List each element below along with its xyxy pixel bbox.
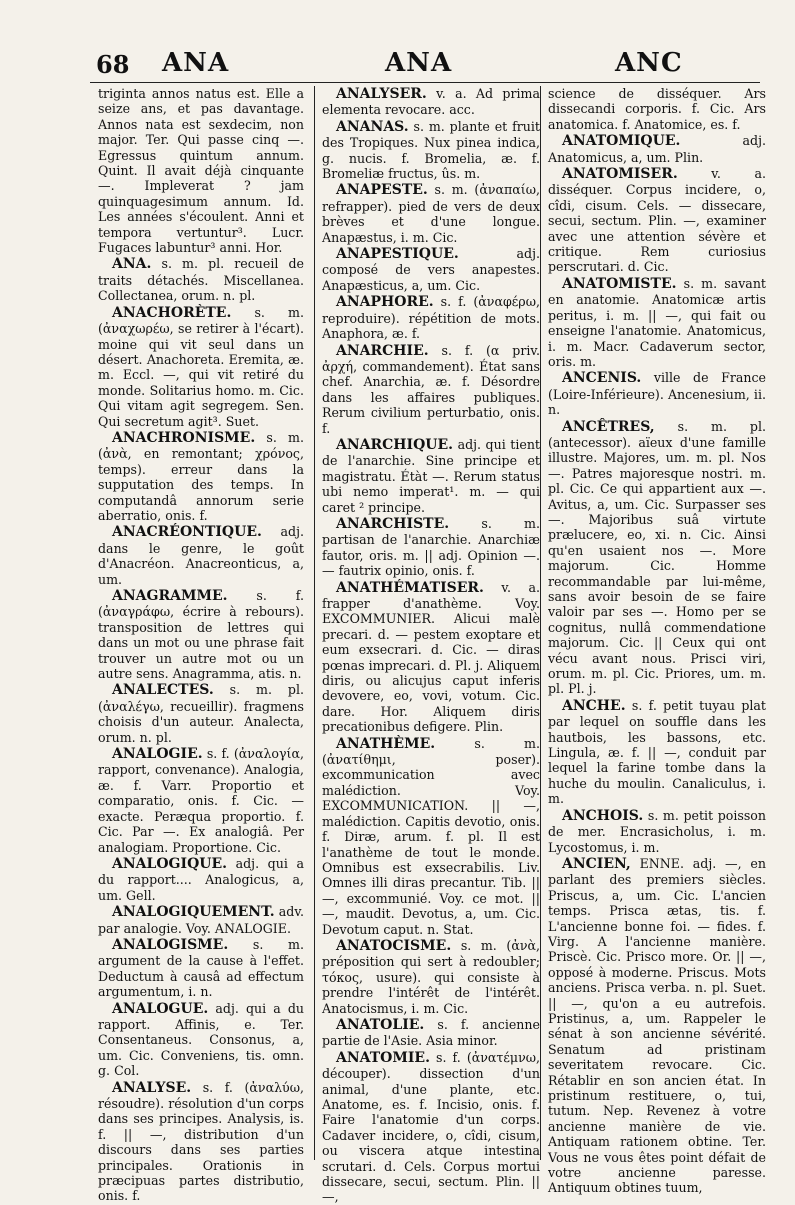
dictionary-entry: [548, 166, 766, 275]
entry-headword: ANATOMISER.: [562, 166, 678, 183]
entry-definition: s. m. partisan de l'anarchie. Anarchiæ fautor, oris. m. || adj. Opinion —. — fautrix opinio, onis. f.: [322, 515, 540, 579]
entry-headword: ANATOCISME.: [336, 937, 452, 954]
text-columns: [90, 86, 766, 1205]
dictionary-entry: [322, 437, 540, 515]
entry-headword: ANALOGIQUE.: [112, 855, 228, 872]
entry-definition: s. f. ancienne partie de l'Asie. Asia minor.: [322, 1016, 540, 1049]
entry-definition: ENNE. adj. —, en parlant des premiers siècles. Priscus, a, um. Cic. L'ancien temps. Prisca ætas, tis. f. L'ancienne bonne foi. — fides. f. Virg. A l'ancienne manière. Priscè. Cic. Prisco more. Or. || —, opposé à moderne. Priscus. Mots anciens. Prisca verba. n. pl. Suet. || —, qu'on a eu autrefois. Pristinus, a, um. Rappeler le sénat à son ancienne sévérité. Senatum ad pristinam severitatem revocare. Cic. Rétablir en son ancien état. In pristinum restituere, o, tui, tutum. Nep. Revenez à votre ancienne manière de vie. Antiquam rationem obtine. Ter. Vous ne vous êtes point défait de votre ancienne paresse. Antiquum obtines tuum,: [548, 855, 766, 1196]
entry-headword: ANALYSER.: [336, 86, 427, 102]
column-center: [314, 86, 540, 1205]
dictionary-entry: [98, 305, 304, 429]
dictionary-entry: [98, 682, 304, 745]
entry-definition: science de disséquer. Ars dissecandi corporis. f. Cic. Ars anatomica. f. Anatomice, es. f.: [548, 86, 766, 132]
entry-definition: s. m. plante et fruit des Tropiques. Nux pinea indica, g. nucis. f. Bromelia, æ. f. Bromeliæ fructus, ûs. m.: [322, 118, 540, 182]
dictionary-entry: [322, 182, 540, 245]
dictionary-entry: [98, 746, 304, 855]
entry-headword: ANALOGUE.: [112, 1000, 209, 1017]
page-number: 68: [96, 50, 130, 79]
dictionary-entry: [548, 419, 766, 697]
dictionary-entry: [322, 246, 540, 293]
entry-headword: ANARCHIQUE.: [336, 436, 454, 453]
entry-definition: adj. qui a du rapport.... Analogicus, a, um. Gell.: [98, 855, 304, 903]
entry-definition: s. m. pl. (ἀναλέγω, recueillir). fragmens choisis d'un auteur. Analecta, orum. n. pl.: [98, 682, 304, 745]
dictionary-entry: [548, 276, 766, 369]
entry-headword: ANALOGISME.: [112, 936, 229, 953]
entry-headword: ANACRÉONTIQUE.: [112, 524, 262, 541]
entry-definition: s. m. (ἀνὰ, préposition qui sert à redoubler; τόκος, usure). qui consiste à prendre l'intérêt de l'intérêt. Anatocismus, i. m. Cic.: [322, 937, 540, 1016]
entry-definition: v. a. frapper d'anathème. Voy. EXCOMMUNIER. Alicui malè precari. d. — pestem exoptare et eum exsecrari. d. Cic. — diras pœnas imprecari. d. Pl. j. Aliquem diris, ou alicujus caput inferis devovere, eo, vovi, votum. Cic. dare. Hor. Aliquem diris precationibus defigere. Plin.: [322, 579, 540, 735]
dictionary-entry: [548, 370, 766, 417]
entry-definition: adv. par analogie. Voy. ANALOGIE.: [98, 904, 304, 936]
entry-definition: v. a. disséquer. Corpus incidere, o, cîdi, cisum. Cels. — dissecare, secui, sectum. Plin. —, examiner avec une attention sévère et critique. Rem curiosius perscrutari. d. Cic.: [548, 166, 766, 275]
running-head-left: ANA: [162, 48, 230, 78]
entry-definition: adj. qui tient de l'anarchie. Sine principe et magistratu. Étàt —. Rerum status ubi nemo imperat¹. m. — qui caret ² principe.: [322, 436, 540, 515]
entry-headword: ANARCHISTE.: [336, 515, 450, 532]
dictionary-entry: [322, 580, 540, 735]
dictionary-entry: [322, 938, 540, 1016]
entry-definition: adj. Anatomicus, a, um. Plin.: [548, 133, 766, 165]
entry-definition: s. f. (ἀναγράφω, écrire à rebours). transposition de lettres qui dans un mot ou une phrase fait trouver un autre mot ou un autre sens. Anagramma, atis. n.: [98, 588, 304, 682]
dictionary-entry: [98, 86, 304, 255]
dictionary-entry: [98, 524, 304, 587]
entry-definition: s. m. (ἀνὰ, en remontant; χρόνος, temps). erreur dans la supputation des temps. In computandâ annorum serie aberratio, onis. f.: [98, 429, 304, 523]
entry-headword: ANAGRAMME.: [112, 588, 228, 604]
column-right: [540, 86, 766, 1196]
entry-headword: ANANAS.: [336, 118, 409, 135]
entry-definition: triginta annos natus est. Elle a seize ans, et pas davantage. Annos nata est sexdecim, non major. Ter. Qui passe cinq —. Egressus quintum annum. Quint. Il avait déjà cinquante —. Impleverat ? jam quinquagesimum annum. Id. Les années s'écoulent. Anni et tempora vertuntur³. Lucr. Fugaces labuntur³ anni. Hor.: [98, 86, 304, 256]
entry-definition: adj. qui a du rapport. Affinis, e. Ter. Consentaneus. Consonus, a, um. Cic. Conveniens, tis. omn. g. Col.: [98, 1000, 304, 1079]
column-left: [98, 86, 304, 1204]
entry-headword: ANAPHORE.: [336, 294, 434, 311]
entry-headword: ANATOMIQUE.: [562, 133, 681, 150]
entry-headword: ANA.: [112, 256, 152, 273]
dictionary-entry: [322, 516, 540, 579]
dictionary-entry: [548, 86, 766, 132]
entry-definition: s. m. argument de la cause à l'effet. Deductum à causâ ad effectum argumentum, i. n.: [98, 936, 304, 1000]
dictionary-entry: [548, 808, 766, 855]
dictionary-entry: [548, 856, 766, 1196]
entry-headword: ANCÊTRES,: [562, 418, 655, 435]
entry-headword: ANATOMIE.: [336, 1049, 430, 1066]
entry-definition: s. m. pl. (antecessor). aïeux d'une famille illustre. Majores, um. m. pl. Nos —. Patres majoresque nostri. m. pl. Cic. Ce qui appartient aux —. Avitus, a, um. Cic. Surpasser ses —. Majoribus suâ virtute prælucere, eo, xi. n. Cic. Ainsi qu'en usaient nos —. More majorum. Cic. Homme recommandable par lui-même, sans avoir besoin de se faire valoir par ses —. Homo per se cognitus, nullâ commendatione majorum. Cic. || Ceux qui ont vécu avant nous. Prisci viri, orum. m. pl. Cic. Priores, um. m. pl. Pl. j.: [548, 418, 766, 697]
dictionary-entry: [98, 1001, 304, 1079]
entry-definition: ville de France (Loire-Inférieure). Ancenesium, ii. n.: [548, 370, 766, 418]
page-header: [90, 50, 760, 83]
running-head-right: ANC: [615, 48, 683, 78]
entry-definition: s. m. (ἀναχωρέω, se retirer à l'écart). moine qui vit seul dans un désert. Anachoreta. Eremita, æ. m. Eccl. —, qui vit retiré du monde. Solitarius homo. m. Cic. Qui vitam agit segregem. Sen. Qui secretum agit³. Suet.: [98, 304, 304, 429]
entry-headword: ANACHRONISME.: [112, 429, 256, 446]
entry-headword: ANATHÉMATISER.: [336, 579, 484, 596]
entry-headword: ANCENIS.: [562, 370, 642, 387]
entry-definition: adj. dans le genre, le goût d'Anacréon. Anacreonticus, a, um.: [98, 524, 304, 587]
entry-headword: ANARCHIE.: [336, 342, 429, 359]
entry-headword: ANATOMISTE.: [562, 275, 677, 292]
entry-headword: ANALYSE.: [112, 1079, 192, 1096]
dictionary-entry: [98, 937, 304, 1000]
dictionary-entry: [322, 736, 540, 937]
dictionary-entry: [98, 1080, 304, 1204]
dictionary-entry: [548, 698, 766, 807]
entry-headword: ANAPESTE.: [336, 182, 428, 199]
dictionary-entry: [322, 1050, 540, 1205]
entry-headword: ANATOLIE.: [336, 1016, 425, 1033]
dictionary-entry: [322, 119, 540, 182]
entry-headword: ANATHÈME.: [336, 735, 436, 752]
entry-definition: v. a. Ad prima elementa revocare. acc.: [322, 86, 540, 118]
entry-headword: ANCHE.: [562, 697, 626, 714]
dictionary-page: [90, 48, 766, 1205]
dictionary-entry: [98, 904, 304, 936]
dictionary-entry: [98, 430, 304, 523]
entry-definition: s. f. (α priv. ἀρχή, commandement). État sans chef. Anarchia, æ. f. Désordre dans les affaires publiques. Rerum civilium perturbatio, onis. f.: [322, 342, 540, 436]
entry-definition: s. m. savant en anatomie. Anatomicæ artis peritus, i. m. || —, qui fait ou enseigne l'anatomie. Anatomicus, i. m. Macr. Cadaverum sector, oris. m.: [548, 275, 766, 369]
running-head-center: ANA: [385, 48, 453, 78]
entry-definition: adj. composé de vers anapestes. Anapæsticus, a, um. Cic.: [322, 246, 540, 293]
dictionary-entry: [98, 256, 304, 303]
entry-definition: s. f. petit tuyau plat par lequel on souffle dans les hautbois, les bassons, etc. Lingula, æ. f. || —, conduit par lequel la farine tombe dans la huche du moulin. Canaliculus, i. m.: [548, 697, 766, 807]
entry-definition: s. f. (ἀναλογία, rapport, convenance). Analogia, æ. f. Varr. Proportio et comparatio, onis. f. Cic. — exacte. Peræqua proportio. f. Cic. Par —. Ex analogiâ. Per analogiam. Proportione. Cic.: [98, 746, 304, 855]
dictionary-entry: [322, 86, 540, 118]
entry-headword: ANAPESTIQUE.: [336, 246, 459, 263]
dictionary-entry: [322, 1017, 540, 1049]
dictionary-entry: [548, 133, 766, 165]
dictionary-entry: [98, 588, 304, 681]
entry-definition: s. f. (ἀναλύω, résoudre). résolution d'un corps dans ses principes. Analysis, is. f. || —, distribution d'un discours dans ses parties principales. Orationis in præcipuas partes distributio, onis. f.: [98, 1079, 304, 1204]
entry-definition: s. m. petit poisson de mer. Encrasicholus, i. m. Lycostomus, i. m.: [548, 807, 766, 855]
entry-definition: s. m. (ἀναπαίω, refrapper). pied de vers de deux brèves et d'une longue. Anapæstus, i. m. Cic.: [322, 182, 540, 245]
entry-definition: s. f. (ἀνατέμνω, découper). dissection d'un animal, d'une plante, etc. Anatome, es. f. Incisio, onis. f. Faire l'anatomie d'un corps. Cadaver incidere, o, cîdi, cisum, ou viscera atque intestina scrutari. d. Cels. Corpus mortui dissecare, secui, sectum. Plin. || —,: [322, 1049, 540, 1205]
entry-headword: ANACHORÈTE.: [112, 304, 232, 321]
entry-headword: ANALECTES.: [112, 682, 214, 699]
entry-definition: s. f. (ἀναφέρω, reproduire). répétition de mots. Anaphora, æ. f.: [322, 294, 540, 342]
dictionary-entry: [322, 343, 540, 436]
entry-definition: s. m. (ἀνατίθημι, poser). excommunication avec malédiction. Voy. EXCOMMUNICATION. || —, malédiction. Capitis devotio, onis. f. Diræ, arum. f. pl. Il est l'anathème de tout le monde. Omnibus est exsecrabilis. Liv. Omnes illi diras precantur. Tib. || —, excommunié. Voy. ce mot. || —, maudit. Devotus, a, um. Cic. Devotum caput. n. Stat.: [322, 735, 540, 937]
dictionary-entry: [322, 294, 540, 341]
entry-headword: ANALOGIQUEMENT.: [112, 904, 275, 921]
entry-headword: ANCIEN,: [562, 855, 631, 872]
dictionary-entry: [98, 856, 304, 903]
entry-headword: ANCHOIS.: [562, 807, 644, 824]
entry-headword: ANALOGIE.: [112, 746, 203, 763]
entry-definition: s. m. pl. recueil de traits détachés. Miscellanea. Collectanea, orum. n. pl.: [98, 256, 304, 304]
